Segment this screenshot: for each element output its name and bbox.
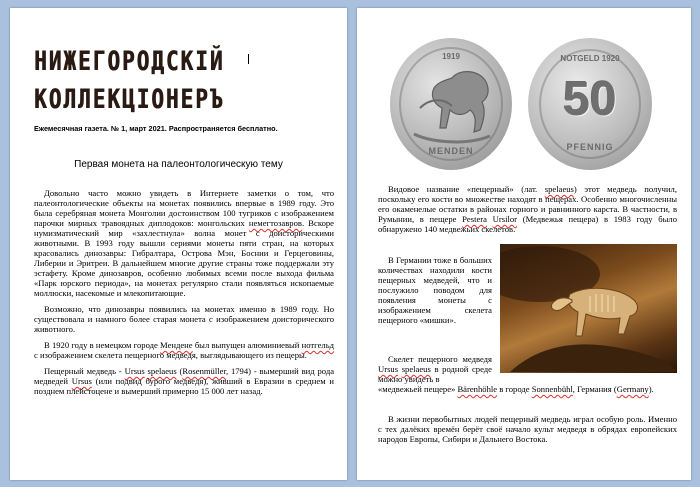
right-paragraph-1 <box>378 184 677 238</box>
cave-skeleton-illustration <box>500 244 677 373</box>
article-heading: Первая монета на палеонтологическую тему <box>74 159 283 170</box>
article-body <box>34 188 334 402</box>
left-page <box>10 8 347 480</box>
right-paragraph-3-start <box>378 354 492 388</box>
paragraph: Возможно, что динозавры появились на монетах именно в 1989 году. Но существовала и намного более старая монета с изображением доисторического животного. <box>34 304 334 334</box>
cave-bear-skeleton-photo <box>500 244 677 373</box>
issue-subtitle: Ежемесячная газета. № 1, март 2021. Распространяется бесплатно. <box>34 124 278 133</box>
coin-year-text: 1919 <box>442 52 460 61</box>
text-cursor <box>248 54 249 64</box>
newspaper-title-line2: КОЛЛЕКЦIОНЕРЪ <box>34 84 225 114</box>
coin-city-text: MENDEN <box>428 146 474 156</box>
paragraph: В 1920 году в немецком городе Мендене был выпущен алюминиевый нотгельд с изображением скелета пещерного медведя, выглядывающего из пещеры. <box>34 340 334 360</box>
paragraph: Скелет пещерного медведя Ursus spelaeus в родной среде можно увидеть в <box>378 354 492 384</box>
paragraph: В Германии тоже в больших количествах находили кости пещерных медведей, что и послужило поводом для появления монеты с изображением скелета пещерного «мишки». <box>378 255 492 325</box>
paragraph: Видовое название «пещерный» (лат. spelaeus) этот медведь получил, поскольку его кости во множестве находят в пещерах. Особенно многочисленны его окаменелые остатки в районах горного и равнинного карста. В частности, в Румынии, в пещере Pestera Ursilor (Медвежья пещера) в 1983 году было обнаружено 140 медвежьих скелетов. <box>378 184 677 234</box>
newspaper-title-line1: НИЖЕГОРОДСКIЙ <box>34 46 225 76</box>
paragraph: «медвежьей пещере» Bärenhöhle в городе Sonnenbühl, Германия (Germany). <box>378 384 654 394</box>
paragraph: Довольно часто можно увидеть в Интернете заметки о том, что палеонтологические объекты на монетах появились впервые в 1989 году. Это была серебряная монета Монголии достоинством 100 тугриков с изображением парочки мирных травоядных диплодоков: монгольских немегтозавров. Вскоре нумизматический мир «захлестнула» волна монет с доисторическими животными. В 1993 году вышли сериями монеты пяти стран, на которых красовались динозавры: Гибралтара, Острова Мэн, Боснии и Герцеговины, Либерии и Эритреи. В дальнейшем многие другие страны тоже поддержали эту эстафету. Кроме динозавров, особенно любимых всеми после выхода фильма «Парк юрского периода», на монетах регулярно стали появляться ископаемые моллюски, насекомые и млекопитающие. <box>34 188 334 298</box>
paragraph: Пещерный медведь - Ursus spelaeus (Rosenmüller, 1794) - вымерший вид рода медведей Ursus (или подвид бурого медведя), живший в Евразии в среднем и позднем плейстоцене и вымерший примерно 15 000 лет назад. <box>34 366 335 396</box>
right-page <box>357 8 691 480</box>
coin-pfennig-text: PFENNIG <box>566 142 614 152</box>
coin-notgeld-text: NOTGELD 1920 <box>560 54 620 63</box>
right-paragraph-3-end <box>378 384 677 398</box>
right-paragraph-4 <box>378 414 677 448</box>
paragraph: В жизни первобытных людей пещерный медведь играл особую роль. Именно с тех далёких времён берёт своё начало культ медведя в обрядах европейских народов Европы, Сибири и Дальнего Востока. <box>378 414 677 444</box>
coin-denomination: 50 <box>563 73 617 126</box>
right-paragraph-2 <box>378 255 492 329</box>
coin-reverse-image <box>528 38 652 170</box>
coin-obverse-image <box>390 38 512 170</box>
